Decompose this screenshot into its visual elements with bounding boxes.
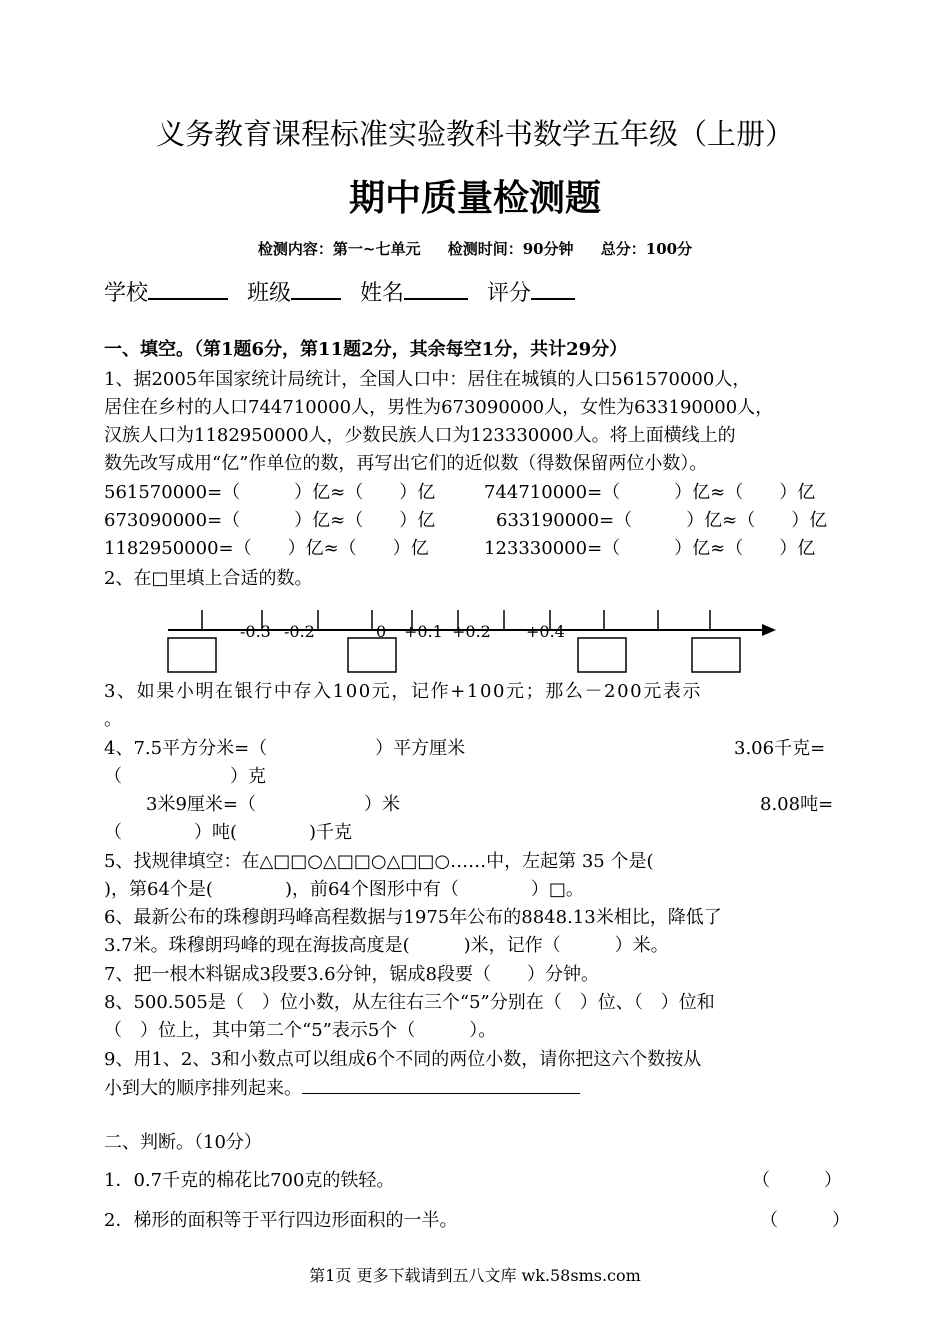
- page-footer: 第1页 更多下载请到五八文库 wk.58sms.com: [309, 1266, 641, 1285]
- number-line: [160, 600, 790, 680]
- q7-text: 7、把一根木料锯成3段要3.6分钟，锯成8段要（ ）分钟。: [104, 964, 599, 985]
- q6-line-2: 3.7米。珠穆朗玛峰的现在海拔高度是( )米，记作（ ）米。: [104, 935, 669, 956]
- name-blank[interactable]: [404, 278, 468, 300]
- q8-line-2: （ ）位上，其中第二个“5”表示5个（ ）。: [104, 1020, 497, 1041]
- label-neg-0-2: -0.2: [284, 622, 315, 641]
- q6-line-1: 6、最新公布的珠穆朗玛峰高程数据与1975年公布的8848.13米相比，降低了: [104, 907, 722, 928]
- q1-row-3-left: 1182950000=（ ）亿≈（ ）亿: [104, 538, 429, 559]
- name-label: 姓名: [360, 281, 405, 306]
- judge-item-1: 1．0.7千克的棉花比700克的铁轻。: [104, 1170, 395, 1191]
- answer-box-1[interactable]: [168, 638, 216, 672]
- q1-line-1: 1、据2005年国家统计局统计，全国人口中：居住在城镇的人口561570000人，: [104, 369, 751, 390]
- section1-title: 一、填空。（第1题6分，第11题2分，其余每空1分，共计29分）: [104, 339, 628, 360]
- q4-ton: 8.08吨=: [760, 794, 834, 815]
- q4-line-1: 4、7.5平方分米=（ ）平方厘米: [104, 738, 466, 759]
- q2-text: 2、在□里填上合适的数。: [104, 568, 313, 589]
- q8-line-1: 8、500.505是（ ）位小数，从左往右三个“5”分别在（ ）位、（ ）位和: [104, 992, 715, 1013]
- school-label: 学校: [104, 281, 149, 306]
- meta-score: 总分：100分: [600, 240, 693, 258]
- arrow-head-icon: [762, 624, 776, 636]
- q4-line-4: （ ）吨( )千克: [104, 822, 353, 843]
- answer-box-4[interactable]: [692, 638, 740, 672]
- q4-kg: 3.06千克=: [734, 738, 826, 759]
- class-blank[interactable]: [291, 278, 341, 300]
- q9-line-2: [104, 1073, 580, 1100]
- answer-box-3[interactable]: [578, 638, 626, 672]
- score-label: 评分: [487, 281, 532, 306]
- q4-line-3: 3米9厘米=（ ）米: [146, 794, 400, 815]
- q1-row-3-right: 123330000=（ ）亿≈（ ）亿: [484, 538, 816, 559]
- label-pos-0-4: +0.4: [526, 622, 565, 641]
- meta-time: 检测时间：90分钟: [447, 240, 574, 258]
- q1-line-2: 居住在乡村的人口744710000人，男性为673090000人，女性为633190000人，: [104, 397, 774, 418]
- judge-item-2: 2．梯形的面积等于平行四边形面积的一半。: [104, 1210, 458, 1231]
- judge-item-2-answer[interactable]: （ ）: [760, 1210, 850, 1231]
- label-pos-0-2: +0.2: [452, 622, 491, 641]
- document-title: 义务教育课程标准实验教科书数学五年级（上册）: [155, 117, 794, 151]
- student-info: [104, 276, 587, 307]
- q5-line-2: )，第64个是( )，前64个图形中有（ ）□。: [104, 879, 584, 900]
- answer-box-2[interactable]: [348, 638, 396, 672]
- q4-line-2: （ ）克: [104, 766, 266, 787]
- q1-row-2-right: 633190000=（ ）亿≈（ ）亿: [496, 510, 828, 531]
- label-zero: 0: [376, 622, 387, 641]
- q9-line-1: 9、用1、2、3和小数点可以组成6个不同的两位小数，请你把这六个数按从: [104, 1049, 702, 1070]
- q3-line-1: 3、如果小明在银行中存入100元，记作+100元；那么－200元表示: [104, 681, 703, 702]
- exam-title: 期中质量检测题: [348, 177, 601, 219]
- q1-line-3: 汉族人口为1182950000人，少数民族人口为123330000人。将上面横线上的: [104, 425, 736, 446]
- exam-meta: [0, 238, 950, 259]
- q9-line-2-text: 小到大的顺序排列起来。: [104, 1078, 302, 1099]
- q5-line-1: 5、找规律填空：在△□□○△□□○△□□○……中，左起第 35 个是(: [104, 851, 654, 872]
- label-pos-0-1: +0.1: [404, 622, 443, 641]
- score-blank[interactable]: [531, 278, 575, 300]
- q9-answer-blank[interactable]: [302, 1073, 580, 1094]
- section2-title: 二、判断。（10分）: [104, 1132, 262, 1153]
- class-label: 班级: [247, 281, 292, 306]
- meta-content: 检测内容：第一~七单元: [257, 240, 421, 258]
- q1-row-1-right: 744710000=（ ）亿≈（ ）亿: [484, 482, 816, 503]
- q1-line-4: 数先改写成用“亿”作单位的数，再写出它们的近似数（得数保留两位小数）。: [104, 453, 708, 474]
- judge-item-1-answer[interactable]: （ ）: [752, 1170, 842, 1191]
- label-neg-0-3: -0.3: [240, 622, 271, 641]
- school-blank[interactable]: [148, 278, 228, 300]
- q3-line-2: 。: [104, 709, 122, 730]
- q1-row-2-left: 673090000=（ ）亿≈（ ）亿: [104, 510, 436, 531]
- q1-row-1-left: 561570000=（ ）亿≈（ ）亿: [104, 482, 436, 503]
